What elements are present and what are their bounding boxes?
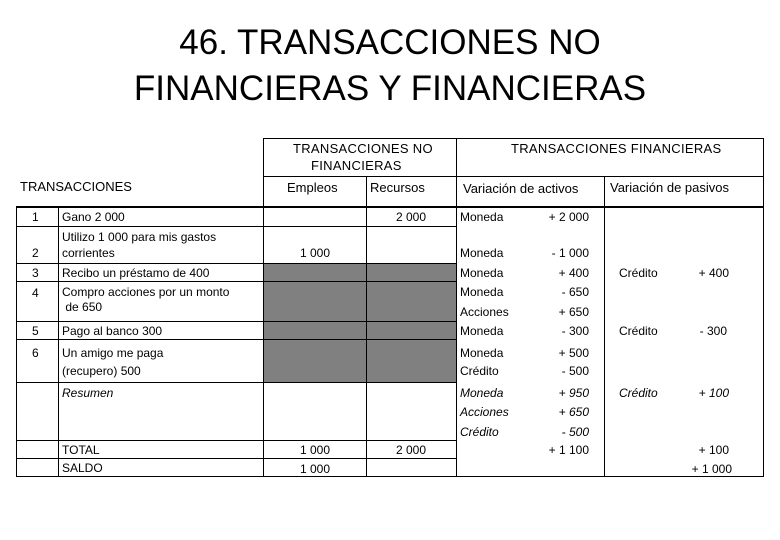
- header-financieras: TRANSACCIONES FINANCIERAS: [511, 141, 722, 156]
- row-description: Gano 2 000: [62, 210, 125, 224]
- total-empleos: 1 000: [300, 443, 331, 457]
- activo-value: + 650: [558, 405, 589, 419]
- table-border: [58, 206, 59, 477]
- table-border: [263, 176, 764, 177]
- title-line-1: 46. TRANSACCIONES NO: [179, 23, 601, 62]
- table-border: [456, 138, 457, 477]
- header-variacion-pasivos: Variación de pasivos: [610, 180, 729, 195]
- saldo-empleos: 1 000: [300, 462, 331, 476]
- resumen-label: Resumen: [62, 386, 114, 400]
- activo-value: + 500: [558, 346, 589, 360]
- activo-name: Crédito: [460, 364, 499, 378]
- row-description: Compro acciones por un monto: [62, 285, 230, 299]
- table-border: [16, 206, 764, 208]
- total-label: TOTAL: [62, 443, 100, 457]
- activo-name: Acciones: [460, 405, 509, 419]
- activo-value: - 500: [561, 425, 589, 439]
- table-border: [604, 176, 605, 477]
- activo-name: Crédito: [460, 425, 499, 439]
- title-line-2: FINANCIERAS Y FINANCIERAS: [133, 69, 647, 108]
- activo-name: Moneda: [460, 246, 504, 260]
- pasivo-name: Crédito: [619, 266, 658, 280]
- row-number: 1: [32, 210, 39, 224]
- table-border: [16, 382, 457, 383]
- total-pasivos: + 100: [698, 443, 729, 457]
- saldo-pasivos: + 1 000: [691, 462, 732, 476]
- table-border: [16, 206, 17, 477]
- header-recursos: Recursos: [370, 180, 425, 195]
- row-description-cont: (recupero) 500: [62, 364, 141, 378]
- activo-value: - 650: [561, 285, 589, 299]
- pasivo-value: + 400: [698, 266, 729, 280]
- saldo-label: SALDO: [62, 461, 103, 475]
- table-border: [16, 458, 457, 459]
- table-border: [16, 339, 457, 340]
- shaded-cell-row5: [264, 322, 457, 340]
- row-number: 3: [32, 266, 39, 280]
- total-activos: + 1 100: [548, 443, 589, 457]
- header-variacion-activos: Variación de activos: [463, 181, 579, 196]
- table-border: [16, 281, 457, 282]
- pasivo-name: Crédito: [619, 324, 658, 338]
- pasivo-name: Crédito: [619, 386, 658, 400]
- pasivo-value: + 100: [698, 386, 729, 400]
- table-border: [763, 138, 764, 477]
- table-border: [16, 226, 457, 227]
- activo-name: Moneda: [460, 324, 504, 338]
- activo-value: + 950: [558, 386, 589, 400]
- row-description-cont: de 650: [62, 300, 103, 314]
- header-no-financieras-2: FINANCIERAS: [311, 158, 402, 173]
- activo-name: Acciones: [460, 305, 509, 319]
- activo-name: Moneda: [460, 346, 504, 360]
- row-description: Utilizo 1 000 para mis gastos: [62, 230, 217, 244]
- table-border: [16, 440, 457, 441]
- activo-name: Moneda: [460, 210, 504, 224]
- row-number: 2: [32, 246, 39, 260]
- header-transacciones: TRANSACCIONES: [20, 179, 132, 194]
- activo-value: + 2 000: [548, 210, 589, 224]
- activo-value: - 500: [561, 364, 589, 378]
- shaded-cell-row6: [264, 340, 457, 382]
- activo-value: - 1 000: [551, 246, 589, 260]
- row-description: Pago al banco 300: [62, 324, 163, 338]
- table-border: [263, 138, 264, 477]
- table-border: [16, 321, 457, 322]
- row-number: 6: [32, 346, 39, 360]
- header-no-financieras: TRANSACCIONES NO: [293, 141, 433, 156]
- row-description-cont: corrientes: [62, 246, 115, 260]
- table-border: [366, 176, 367, 477]
- activo-value: - 300: [561, 324, 589, 338]
- shaded-cell-row3-4: [264, 264, 457, 322]
- table-border: [263, 138, 764, 139]
- table-border: [16, 476, 764, 477]
- empleos-value: 1 000: [300, 246, 331, 260]
- total-recursos: 2 000: [396, 443, 427, 457]
- activo-name: Moneda: [460, 266, 504, 280]
- row-number: 5: [32, 324, 39, 338]
- table-border: [16, 263, 457, 264]
- activo-name: Moneda: [460, 285, 504, 299]
- recursos-value: 2 000: [396, 210, 427, 224]
- activo-value: + 400: [558, 266, 589, 280]
- row-description: Un amigo me paga: [62, 346, 164, 360]
- header-empleos: Empleos: [287, 180, 338, 195]
- activo-value: + 650: [558, 305, 589, 319]
- activo-name: Moneda: [460, 386, 504, 400]
- pasivo-value: - 300: [699, 324, 727, 338]
- row-number: 4: [32, 286, 39, 300]
- row-description: Recibo un préstamo de 400: [62, 266, 210, 280]
